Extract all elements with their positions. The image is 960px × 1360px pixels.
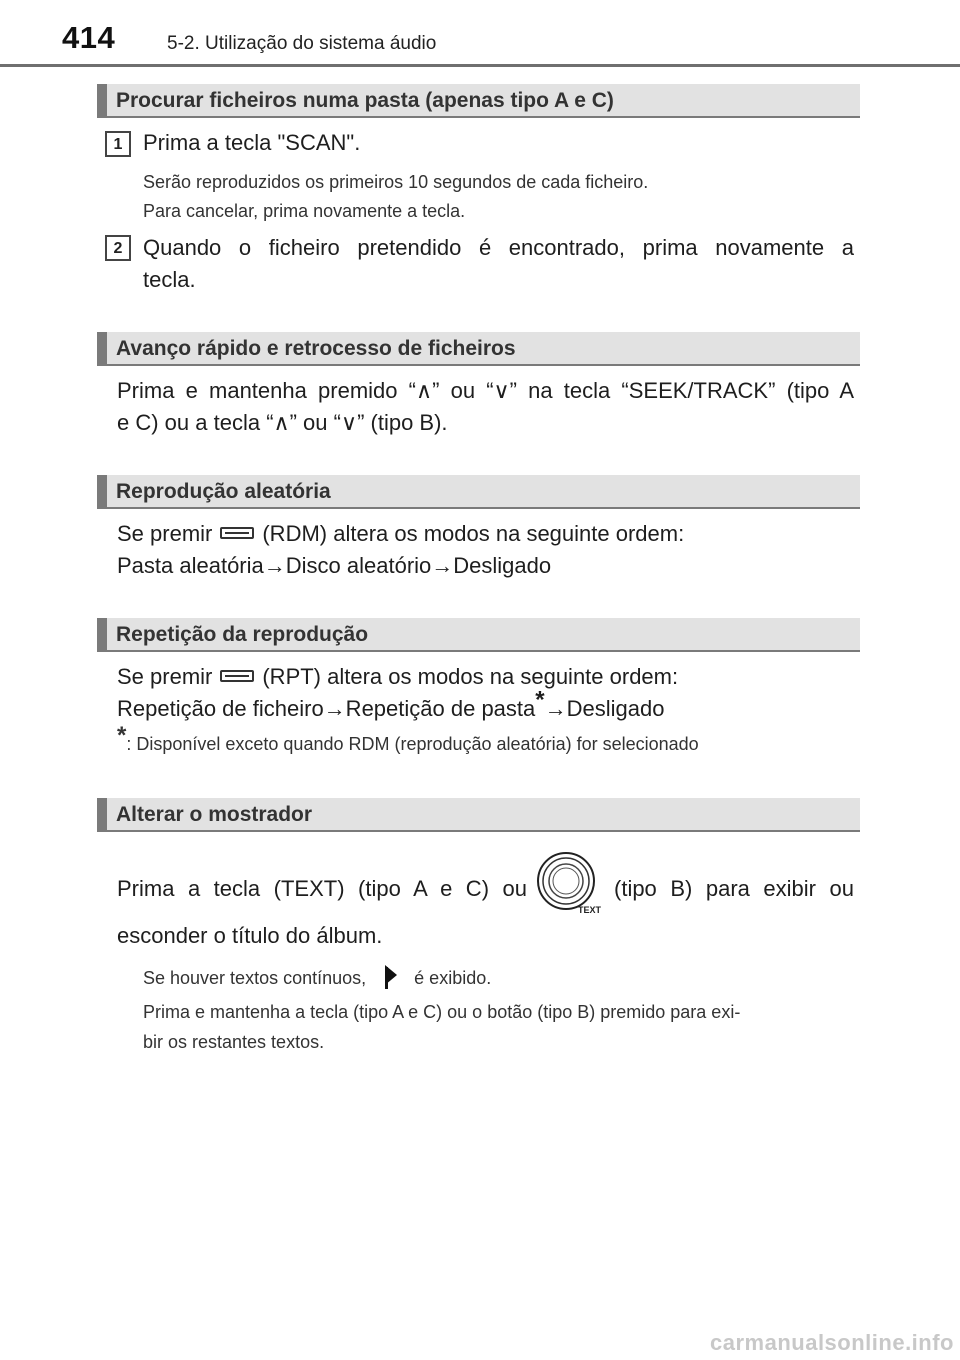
random-line-1: [117, 518, 684, 550]
display-note2-line2: bir os restantes textos.: [143, 1032, 325, 1052]
text-knob-icon: [536, 850, 608, 920]
section-title-repeat: Repetição da reprodução: [116, 623, 369, 646]
scan-step2-line2: tecla.: [143, 267, 196, 292]
section-title-display: Alterar o mostrador: [116, 803, 313, 826]
section-title-seek: Avanço rápido e retrocesso de ficheiros: [116, 337, 516, 360]
scan-step2-line1: Quando o ficheiro pretendido é encontrado, prima novamente a: [143, 235, 854, 260]
section-header-display: [97, 798, 860, 832]
random-line1-pre: Se premir: [117, 521, 213, 546]
repeat-line1-post: (RPT) altera os modos na seguinte ordem:: [262, 664, 679, 689]
display-line1-pre: Prima a tecla (TEXT) (tipo A e C) ou: [117, 876, 527, 901]
repeat-line-1: [117, 661, 678, 693]
step-badge-2: 2: [105, 235, 131, 261]
continuous-text-arrow-icon: [375, 963, 405, 989]
footnote-text: : Disponível exceto quando RDM (reprodução aleatória) for selecionado: [126, 734, 699, 754]
step-badge-1: 1: [105, 131, 131, 157]
display-note1-post: é exibido.: [414, 968, 492, 988]
section-header-repeat: [97, 618, 860, 652]
scan-step1-text: Prima a tecla "SCAN".: [143, 130, 361, 155]
footnote-star: *: [117, 722, 127, 749]
scan-note-1: Serão reproduzidos os primeiros 10 segundos de cada ficheiro.: [143, 172, 649, 192]
display-note-1: [143, 964, 491, 992]
display-line1-post: (tipo B) para exibir ou: [614, 876, 854, 901]
page-number: 414: [62, 20, 116, 55]
display-line-2: esconder o título do álbum.: [117, 923, 383, 948]
footnote-marker: *: [535, 686, 545, 714]
repeat-line2-b: →Desligado: [544, 696, 665, 721]
repeat-line-2: [117, 686, 665, 725]
watermark: carmanualsonline.info: [710, 1330, 954, 1355]
display-note2-line1: Prima e mantenha a tecla (tipo A e C) ou o botão (tipo B) premido para exi-: [143, 1002, 741, 1022]
knob-label: TEXT: [578, 905, 602, 915]
rdm-button-icon: [220, 527, 254, 539]
section-title-random: Reprodução aleatória: [116, 480, 331, 503]
section-header-random: [97, 475, 860, 509]
chapter-title: 5-2. Utilização do sistema áudio: [167, 33, 437, 54]
scan-note-2: Para cancelar, prima novamente a tecla.: [143, 201, 466, 221]
section-header-seek: [97, 332, 860, 366]
repeat-footnote: [117, 722, 699, 755]
seek-line-2: e C) ou a tecla “∧” ou “∨” (tipo B).: [117, 410, 448, 435]
section-title-scan: Procurar ficheiros numa pasta (apenas tipo A e C): [116, 89, 614, 112]
repeat-line1-pre: Se premir: [117, 664, 213, 689]
repeat-line2-a: Repetição de ficheiro→Repetição de pasta: [117, 696, 536, 721]
header-divider: [0, 64, 960, 67]
display-note1-pre: Se houver textos contínuos,: [143, 968, 367, 988]
random-line-2: Pasta aleatória→Disco aleatório→Desligado: [117, 553, 552, 578]
seek-line-1: Prima e mantenha premido “∧” ou “∨” na tecla “SEEK/TRACK” (tipo A: [117, 378, 854, 403]
rpt-button-icon: [220, 670, 254, 682]
random-line1-post: (RDM) altera os modos na seguinte ordem:: [262, 521, 685, 546]
section-header-scan: [97, 84, 860, 118]
